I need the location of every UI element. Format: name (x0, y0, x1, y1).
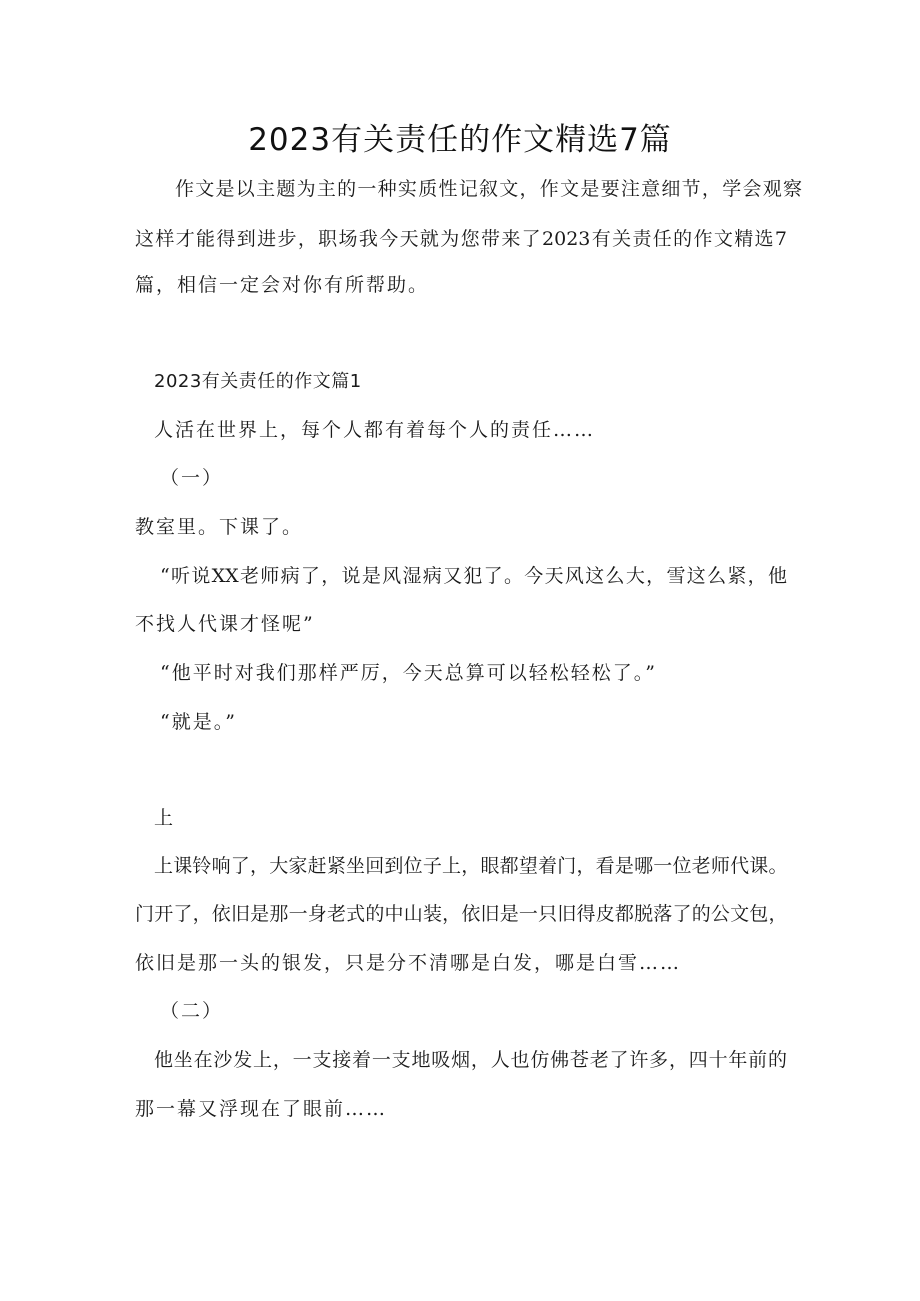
body-line-7: “就是。” (160, 711, 237, 733)
body-line-9: 上课铃响了，大家赶紧坐回到位子上，眼都望着门，看是哪一位老师代课。 (154, 855, 787, 877)
body-line-14: 那一幕又浮现在了眼前…… (135, 1098, 388, 1120)
body-line-5: 不找人代课才怪呢” (135, 613, 315, 635)
body-line-3: 教室里。下课了。 (135, 516, 304, 538)
body-line-10: 门开了，依旧是那一身老式的中山装，依旧是一只旧得皮都脱落了的公文包， (135, 903, 787, 925)
section-heading: 2023有关责任的作文篇1 (154, 371, 362, 392)
intro-line-3: 篇，相信一定会对你有所帮助。 (135, 274, 430, 296)
body-line-12: （二） (160, 1000, 224, 1022)
body-line-6: “他平时对我们那样严厉，今天总算可以轻松轻松了。” (160, 662, 657, 684)
body-line-2: （一） (160, 467, 224, 489)
body-line-1: 人活在世界上，每个人都有着每个人的责任…… (154, 419, 596, 441)
body-line-13: 他坐在沙发上，一支接着一支地吸烟，人也仿佛苍老了许多，四十年前的 (154, 1049, 787, 1071)
document-title: 2023有关责任的作文精选7篇 (248, 122, 672, 158)
body-line-8: 上 (154, 807, 176, 829)
body-line-11: 依旧是那一头的银发，只是分不清哪是白发，哪是白雪…… (135, 952, 682, 974)
intro-line-2: 这样才能得到进步，职场我今天就为您带来了2023有关责任的作文精选7 (135, 228, 787, 250)
body-line-4: “听说XX老师病了，说是风湿病又犯了。今天风这么大，雪这么紧，他 (160, 565, 787, 587)
intro-line-1: 作文是以主题为主的一种实质性记叙文，作文是要注意细节，学会观察 (175, 178, 802, 200)
